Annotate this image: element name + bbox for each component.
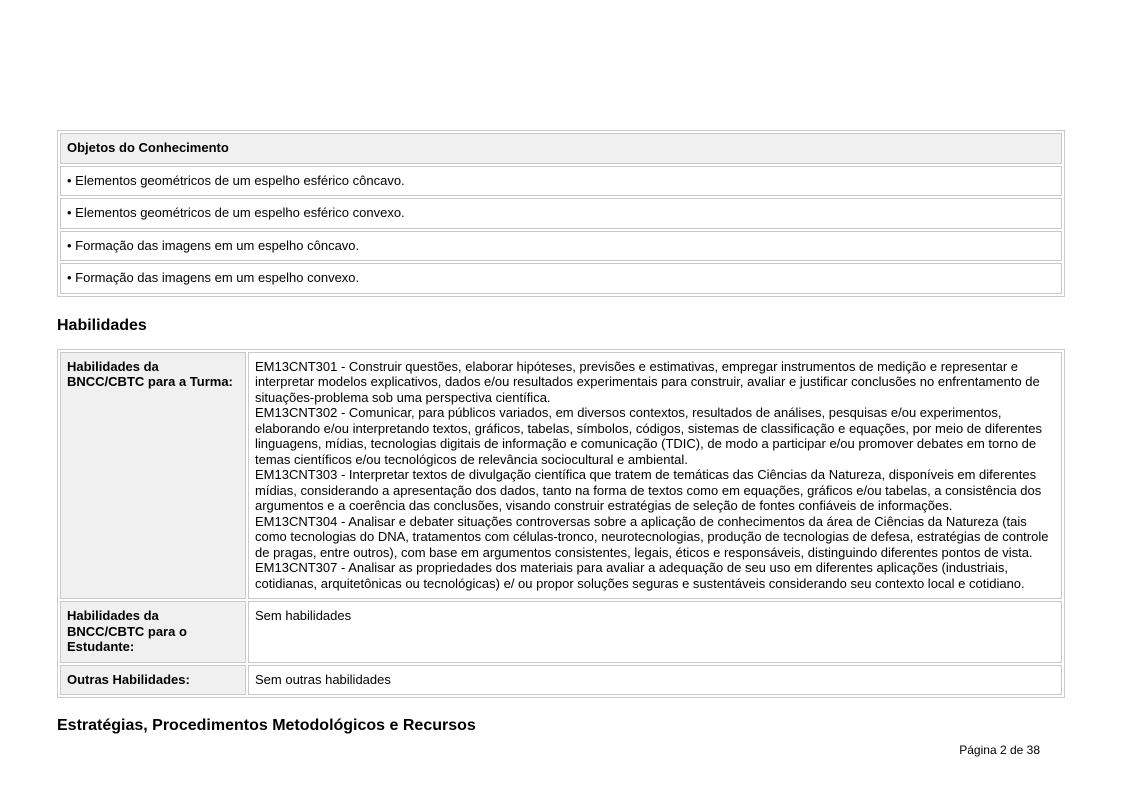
objeto-conhecimento-item: • Formação das imagens em um espelho côncavo. xyxy=(60,231,1062,262)
table-row xyxy=(60,166,1062,197)
table-row xyxy=(60,352,1062,600)
header-row xyxy=(60,133,1062,164)
table-row xyxy=(60,198,1062,229)
table-row xyxy=(60,263,1062,294)
habilidades-estudante-label: Habilidades da BNCC/CBTC para o Estudante: xyxy=(60,601,246,663)
objetos-table-title: Objetos do Conhecimento xyxy=(60,133,1062,164)
habilidade-item: Sem outras habilidades xyxy=(255,671,391,687)
habilidades-estudante-value xyxy=(248,601,1062,663)
outras-habilidades-label: Outras Habilidades: xyxy=(60,665,246,696)
habilidades-table-body xyxy=(60,352,1062,696)
objetos-table-body xyxy=(60,166,1062,294)
habilidade-item: EM13CNT302 - Comunicar, para públicos variados, em diversos contextos, resultados de análises, pesquisas e/ou experimentos, elaborando e/ou interpretando textos, gráficos, tabelas, símbolos, códigos, sistemas de classificação e equações, por meio de diferentes linguagens, mídias, tecnologias digitais de informação e comunicação (TDIC), de modo a participar e/ou promover debates em torno de temas científicos e/ou tecnológicos de relevância sociocultural e ambiental. xyxy=(255,405,1042,467)
table-row xyxy=(60,665,1062,696)
page-content xyxy=(57,130,1065,735)
objeto-conhecimento-item: • Formação das imagens em um espelho convexo. xyxy=(60,263,1062,294)
page-number: Página 2 de 38 xyxy=(959,743,1040,757)
habilidades-turma-label: Habilidades da BNCC/CBTC para a Turma: xyxy=(60,352,246,600)
outras-habilidades-value xyxy=(248,665,1062,696)
habilidade-item: EM13CNT307 - Analisar as propriedades dos materiais para avaliar a adequação de seu uso em diferentes aplicações (industriais, cotidianas, arquitetônicas ou tecnológicas) e/ ou propor soluções seguras e sustentáveis considerando seu contexto local e cotidiano. xyxy=(255,560,1025,591)
habilidade-item: EM13CNT303 - Interpretar textos de divulgação científica que tratem de temáticas das Ciências da Natureza, disponíveis em diferentes mídias, considerando a apresentação dos dados, tanto na forma de textos como em equações, gráficos e/ou tabelas, a consistência dos argumentos e a coerência das conclusões, visando construir estratégias de seleção de fontes confiáveis de informações. xyxy=(255,467,1042,513)
objeto-conhecimento-item: • Elementos geométricos de um espelho esférico côncavo. xyxy=(60,166,1062,197)
objetos-table-head xyxy=(60,133,1062,164)
habilidades-heading: Habilidades xyxy=(57,316,147,334)
habilidade-item: EM13CNT304 - Analisar e debater situações controversas sobre a aplicação de conhecimentos da área de Ciências da Natureza (tais como tecnologias do DNA, tratamentos com células-tronco, neurotecnologias, produção de tecnologias de defesa, estratégias de controle de pragas, entre outros), com base em argumentos consistentes, legais, éticos e responsáveis, distinguindo diferentes pontos de vista. xyxy=(255,513,1049,560)
habilidade-item: EM13CNT301 - Construir questões, elaborar hipóteses, previsões e estimativas, empregar instrumentos de medição e representar e interpretar modelos explicativos, dados e/ou resultados experimentais para construir, avaliar e justificar conclusões no enfrentamento de situações-problema sob uma perspectiva científica. xyxy=(255,358,1040,405)
habilidades-table xyxy=(57,349,1065,699)
objeto-conhecimento-item: • Elementos geométricos de um espelho esférico convexo. xyxy=(60,198,1062,229)
objetos-conhecimento-table xyxy=(57,130,1065,297)
table-row xyxy=(60,231,1062,262)
habilidades-turma-value xyxy=(248,352,1062,600)
habilidade-item: Sem habilidades xyxy=(255,608,352,623)
table-row xyxy=(60,601,1062,663)
estrategias-heading: Estratégias, Procedimentos Metodológicos e Recursos xyxy=(57,717,476,734)
